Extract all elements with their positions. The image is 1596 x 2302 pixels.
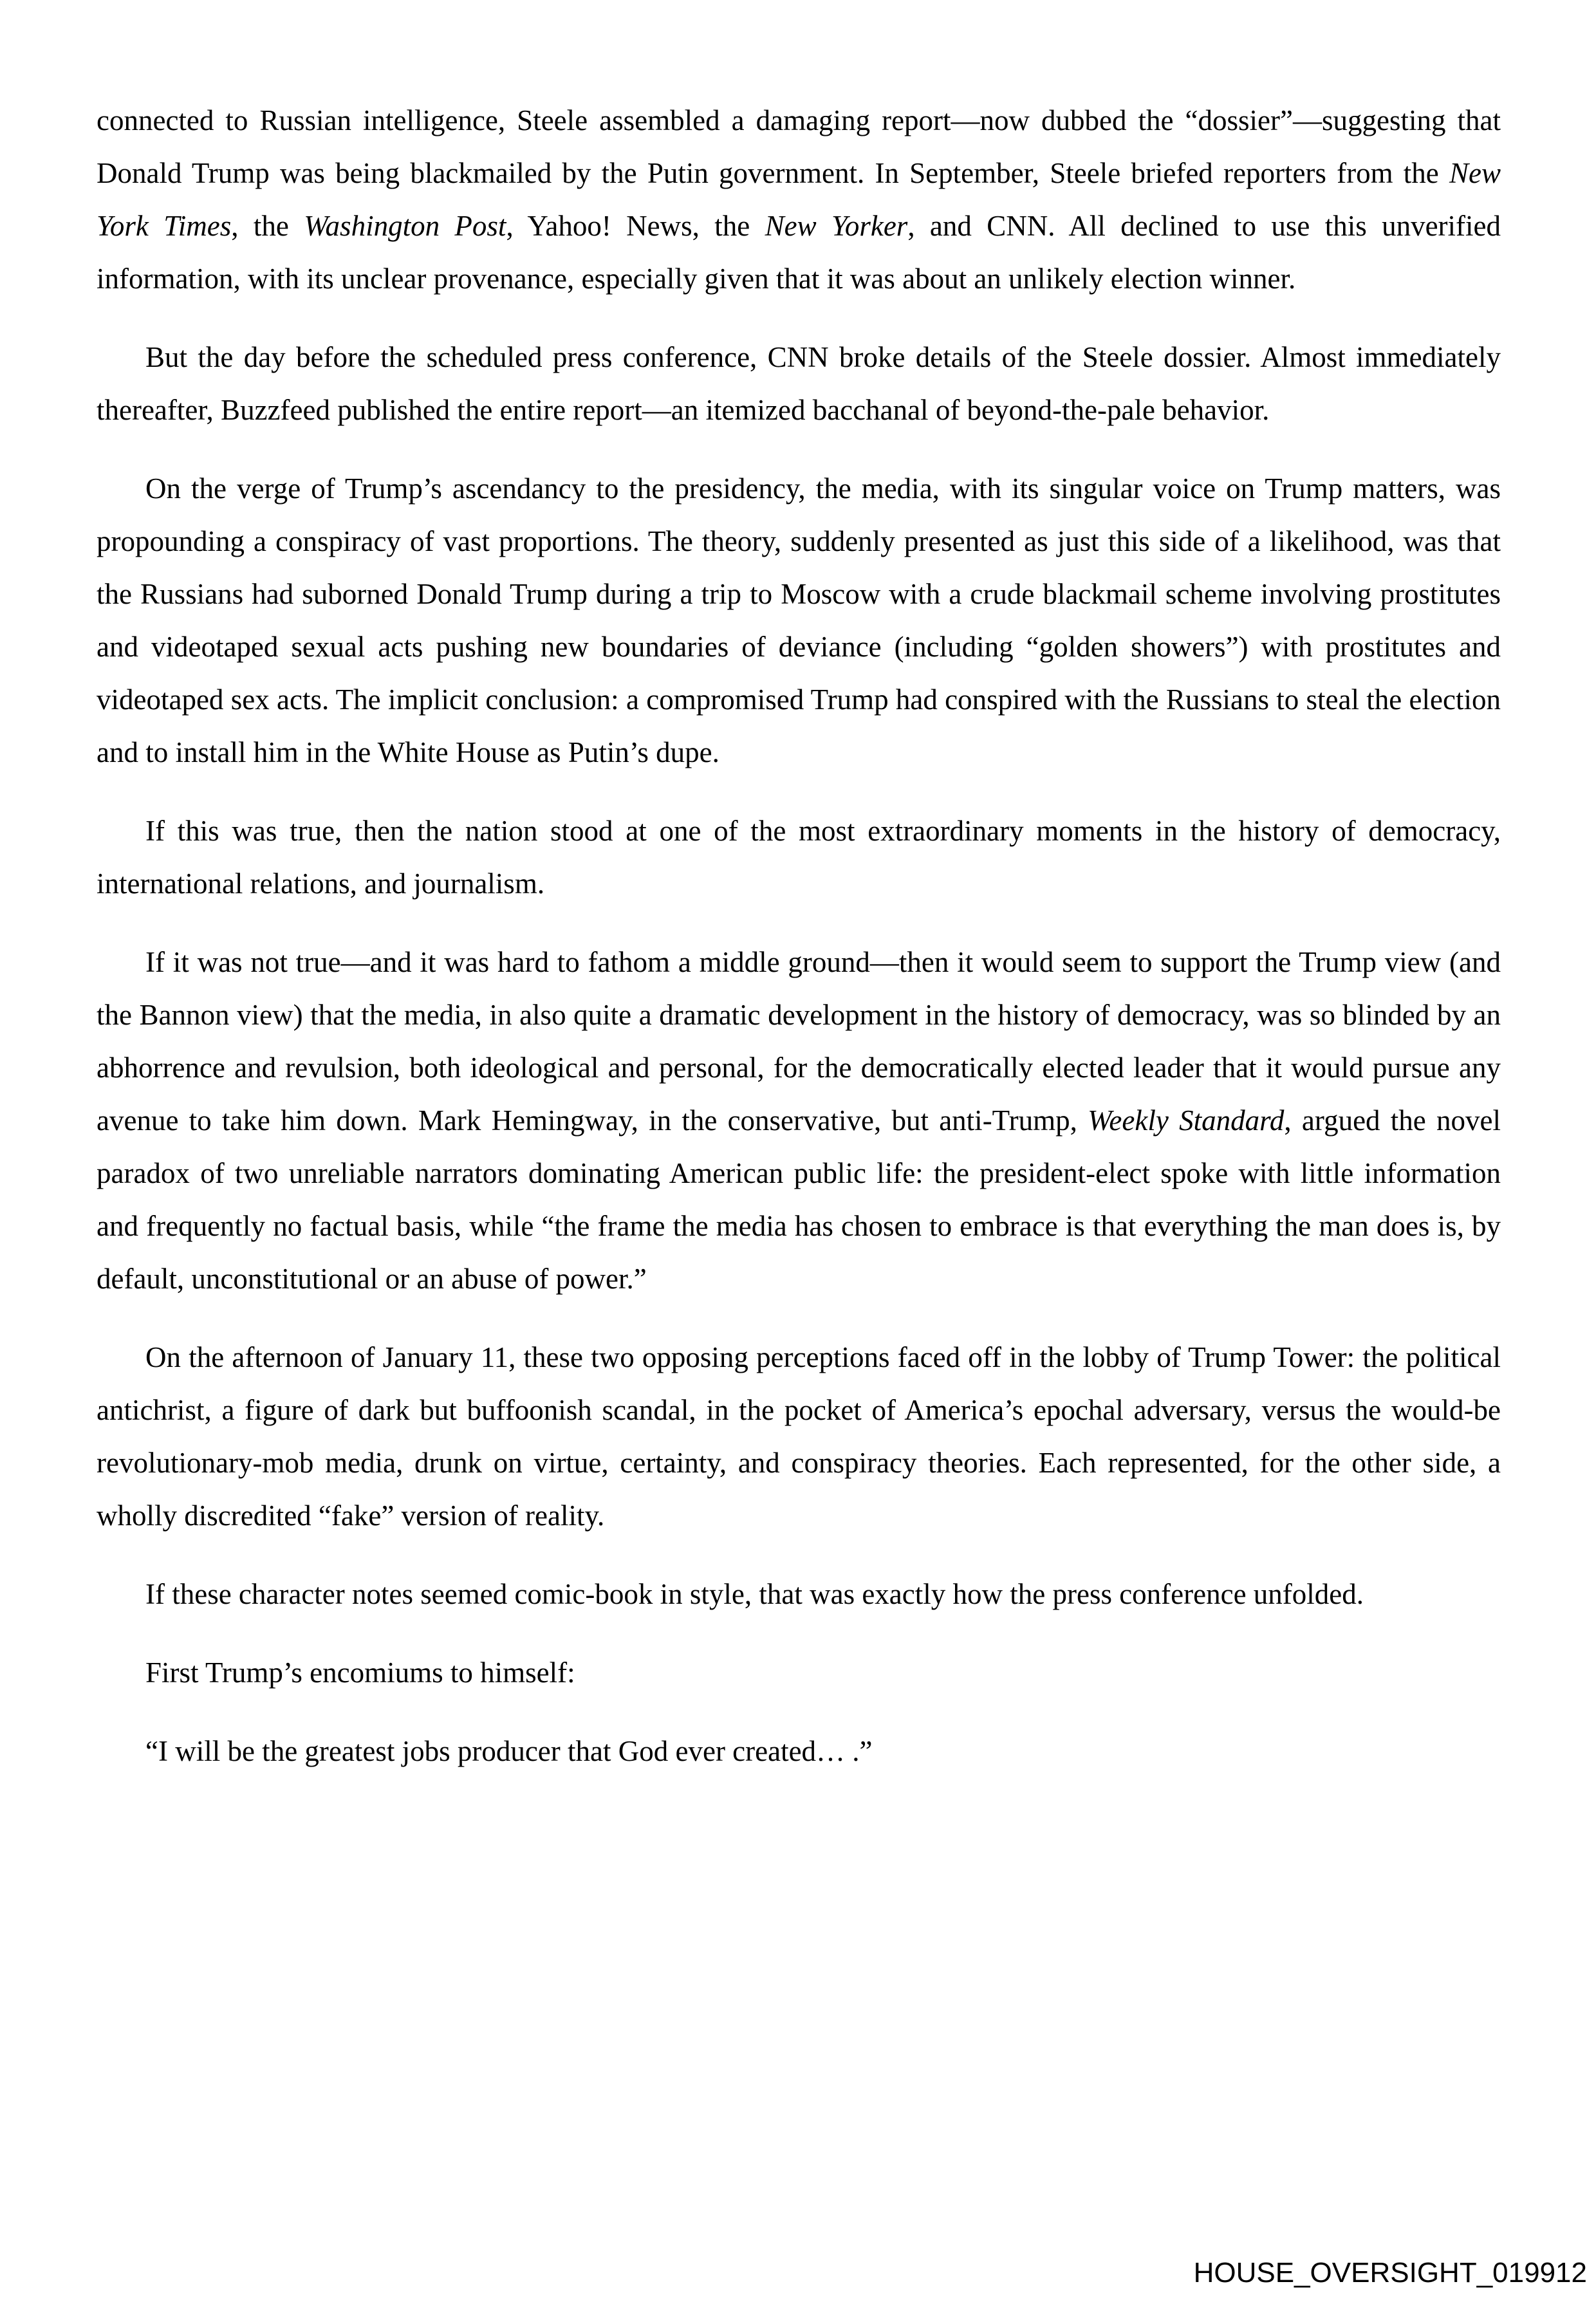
text-run: If this was true, then the nation stood at one of the most extraordinary moments in the history of democracy, international relations, and journalism. [97, 815, 1501, 900]
text-run: , and CNN. All declined to use this unverified information, with its unclear provenance, especially given that it was about an unlikely election winner. [97, 210, 1501, 295]
paragraph [97, 1568, 1501, 1620]
paragraph [97, 462, 1501, 779]
paragraph [97, 804, 1501, 910]
italic-text-run: New York Times [97, 157, 1501, 242]
bates-number: HOUSE_OVERSIGHT_019912 [1193, 2257, 1587, 2288]
text-run: If these character notes seemed comic-book in style, that was exactly how the press conference unfolded. [145, 1578, 1364, 1610]
text-run: If it was not true—and it was hard to fathom a middle ground—then it would seem to support the Trump view (and the Bannon view) that the media, in also quite a dramatic development in the history of democracy, was so blinded by an abhorrence and revulsion, both ideological and personal, for the democratically elected leader that it would pursue any avenue to take him down. Mark Hemingway, in the conservative, but anti-Trump, [97, 946, 1501, 1137]
document-body [97, 94, 1501, 1803]
text-run: On the afternoon of January 11, these two opposing perceptions faced off in the lobby of Trump Tower: the political antichrist, a figure of dark but buffoonish scandal, in the pocket of America’s epochal adversary, versus the would-be revolutionary-mob media, drunk on virtue, certainty, and conspiracy theories. Each represented, for the other side, a wholly discredited “fake” version of reality. [97, 1341, 1501, 1532]
paragraph [97, 94, 1501, 305]
text-run: , argued the novel paradox of two unreliable narrators dominating American public life: the president-elect spoke with little information and frequently no factual basis, while “the frame the media has chosen to embrace is that everything the man does is, by default, unconstitutional or an abuse of power.” [97, 1104, 1501, 1295]
italic-text-run: New Yorker [765, 210, 908, 242]
paragraph [97, 1331, 1501, 1542]
text-run: First Trump’s encomiums to himself: [145, 1657, 575, 1689]
text-run: “I will be the greatest jobs producer that God ever created… .” [145, 1735, 873, 1767]
paragraph [97, 1646, 1501, 1699]
paragraph [97, 331, 1501, 436]
text-run: , the [231, 210, 304, 242]
paragraph [97, 1725, 1501, 1778]
paragraph [97, 936, 1501, 1305]
text-run: connected to Russian intelligence, Steele assembled a damaging report—now dubbed the “dossier”—suggesting that Donald Trump was being blackmailed by the Putin government. In September, Steele briefed reporters from the [97, 104, 1501, 189]
text-run: But the day before the scheduled press conference, CNN broke details of the Steele dossier. Almost immediately thereafter, Buzzfeed published the entire report—an itemized bacchanal of beyond-the-pale behavior. [97, 341, 1501, 426]
italic-text-run: Weekly Standard [1088, 1104, 1285, 1137]
italic-text-run: Washington Post [304, 210, 506, 242]
text-run: , Yahoo! News, the [506, 210, 765, 242]
text-run: On the verge of Trump’s ascendancy to the presidency, the media, with its singular voice on Trump matters, was propounding a conspiracy of vast proportions. The theory, suddenly presented as just this side of a likelihood, was that the Russians had suborned Donald Trump during a trip to Moscow with a crude blackmail scheme involving prostitutes and videotaped sexual acts pushing new boundaries of deviance (including “golden showers”) with prostitutes and videotaped sex acts. The implicit conclusion: a compromised Trump had conspired with the Russians to steal the election and to install him in the White House as Putin’s dupe. [97, 472, 1501, 768]
